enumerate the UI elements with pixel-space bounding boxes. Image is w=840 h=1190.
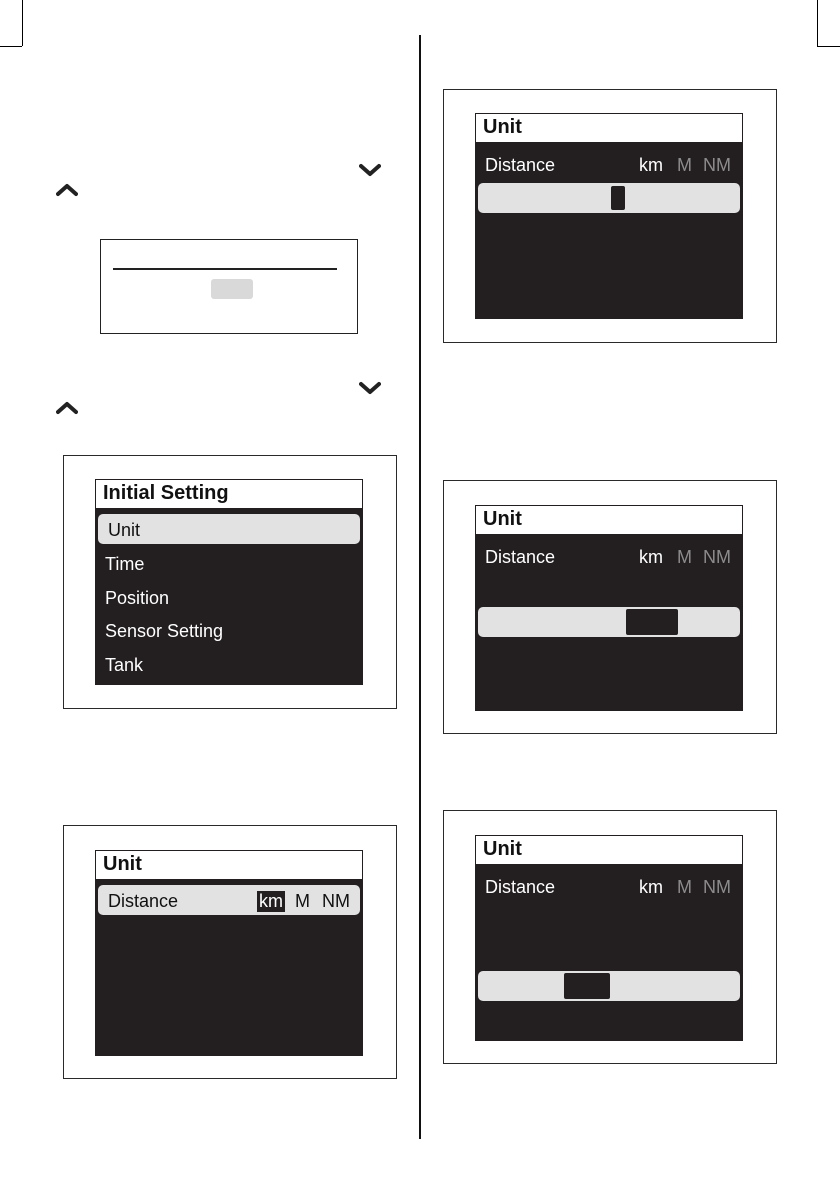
menu-item-label: Unit	[108, 520, 141, 540]
menu-item-sensor-setting[interactable]: Sensor Setting	[105, 621, 224, 641]
chevron-up-icon	[56, 401, 78, 415]
unit-screen-4	[475, 835, 743, 1041]
distance-label: Distance	[485, 547, 556, 567]
screen-title: Initial Setting	[95, 479, 363, 509]
screen-title: Unit	[475, 835, 743, 865]
input-row[interactable]	[478, 183, 740, 213]
unit-option-km[interactable]: km	[259, 891, 283, 911]
distance-row[interactable]	[98, 885, 360, 915]
crop-mark	[0, 46, 22, 47]
unit-option-m[interactable]: M	[677, 877, 692, 897]
unit-option-nm[interactable]: NM	[703, 547, 731, 567]
menu-item-time[interactable]: Time	[105, 554, 145, 574]
unit-option-km[interactable]: km	[639, 155, 663, 175]
popup-dialog	[100, 239, 358, 334]
unit-option-km[interactable]: km	[639, 547, 663, 567]
column-divider	[419, 35, 421, 1139]
menu-item-unit[interactable]	[98, 514, 360, 544]
unit-option-km[interactable]: km	[639, 877, 663, 897]
unit-option-m[interactable]: M	[295, 891, 310, 911]
screen-title: Unit	[475, 113, 743, 143]
selection-block	[626, 609, 678, 635]
input-row[interactable]	[478, 607, 740, 637]
popup-button[interactable]	[211, 279, 253, 299]
text-cursor	[611, 186, 625, 210]
chevron-down-icon	[359, 381, 381, 395]
unit-option-nm[interactable]: NM	[322, 891, 350, 911]
distance-label: Distance	[108, 891, 179, 911]
crop-mark	[817, 0, 818, 46]
chevron-down-icon	[359, 163, 381, 177]
unit-screen-2	[475, 113, 743, 319]
popup-divider	[113, 268, 337, 270]
unit-option-m[interactable]: M	[677, 155, 692, 175]
crop-mark	[22, 0, 23, 46]
unit-screen-1	[95, 850, 363, 1056]
unit-screen-3	[475, 505, 743, 711]
chevron-up-icon	[56, 183, 78, 197]
input-row[interactable]	[478, 971, 740, 1001]
menu-item-tank[interactable]: Tank	[105, 655, 144, 675]
crop-mark	[817, 46, 840, 47]
screen-title: Unit	[475, 505, 743, 535]
distance-label: Distance	[485, 155, 556, 175]
unit-option-m[interactable]: M	[677, 547, 692, 567]
initial-setting-screen	[95, 479, 363, 685]
selection-block	[564, 973, 610, 999]
screen-title: Unit	[95, 850, 363, 880]
menu-item-position[interactable]: Position	[105, 588, 170, 608]
unit-option-nm[interactable]: NM	[703, 155, 731, 175]
unit-option-nm[interactable]: NM	[703, 877, 731, 897]
distance-label: Distance	[485, 877, 556, 897]
